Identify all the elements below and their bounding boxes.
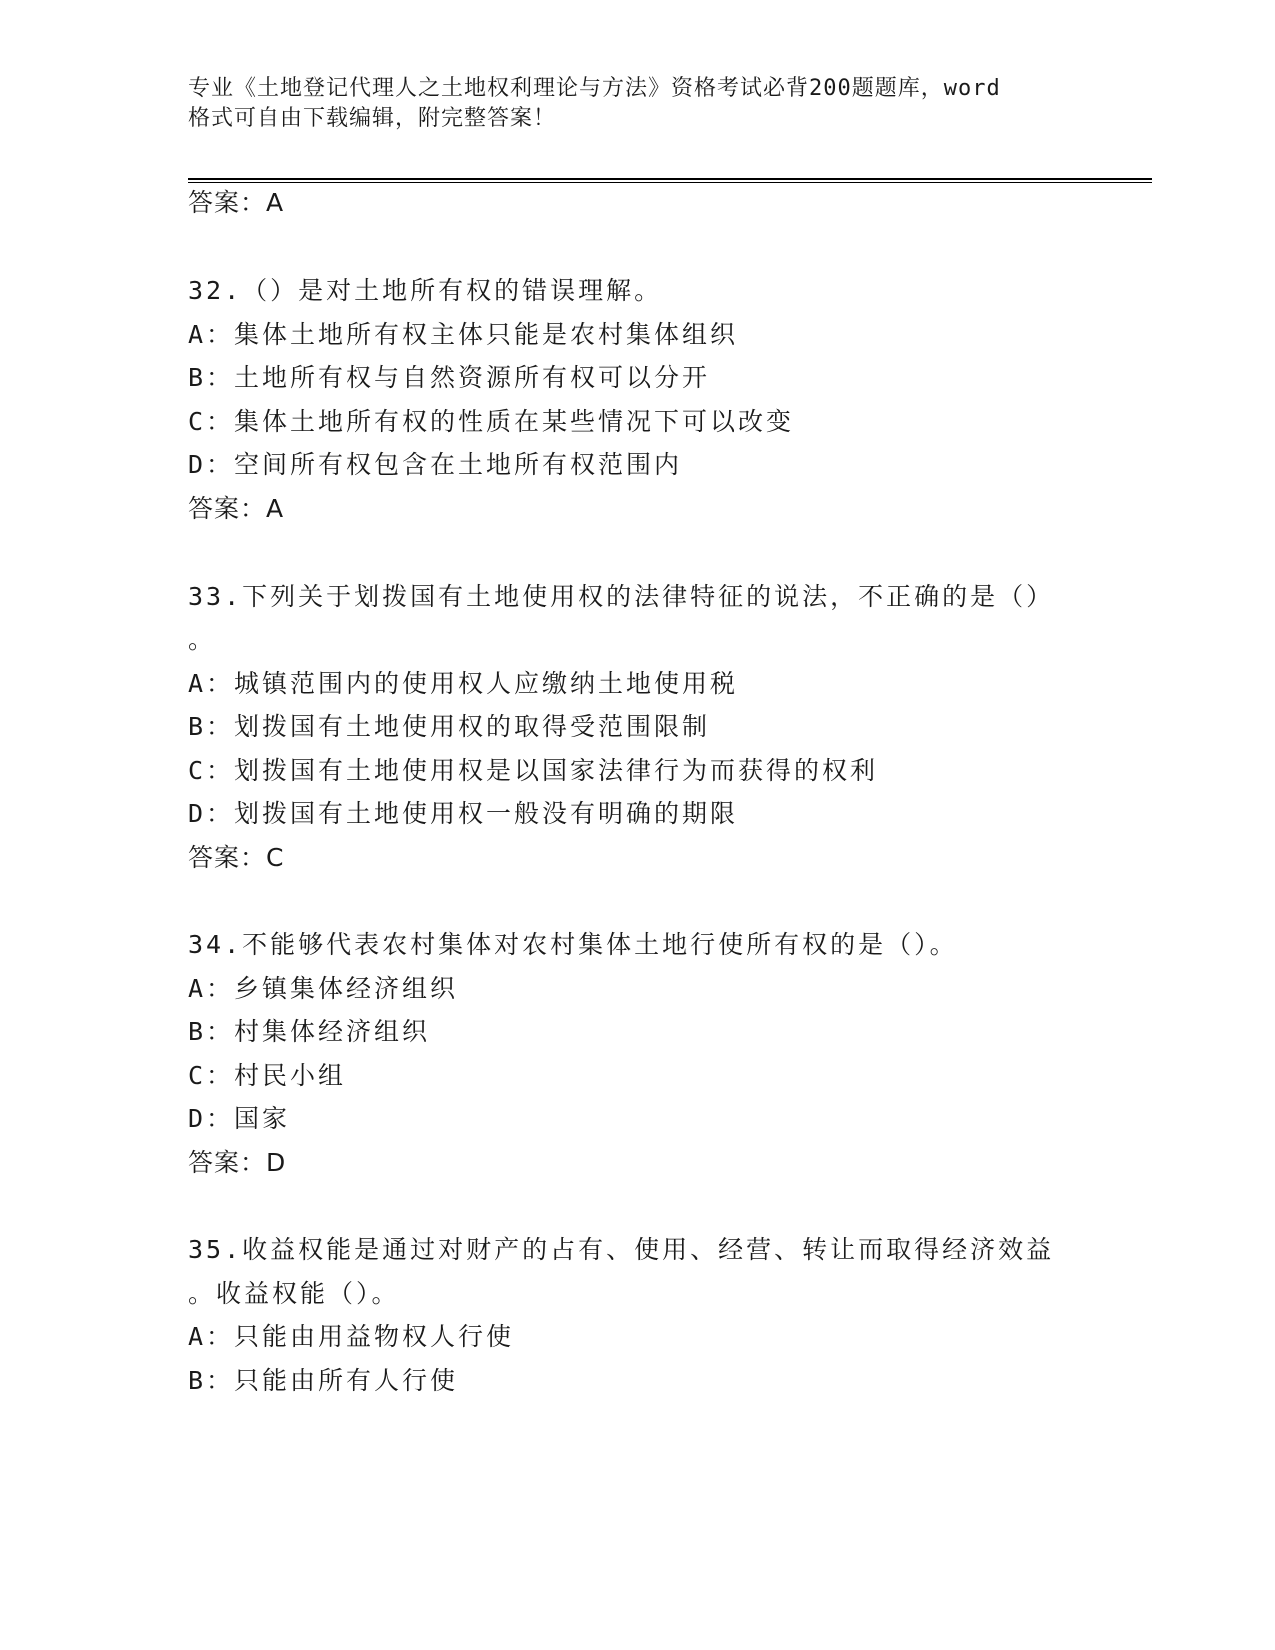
answer-34: 答案：D	[188, 1148, 287, 1177]
q33-option-b: B：划拨国有土地使用权的取得受范围限制	[188, 712, 711, 741]
q32-option-d: D：空间所有权包含在土地所有权范围内	[188, 450, 683, 479]
question-32: 32.（）是对土地所有权的错误理解。	[188, 276, 663, 305]
header-title-line-2: 格式可自由下载编辑，附完整答案！	[188, 106, 557, 131]
q35-option-b: B：只能由所有人行使	[188, 1366, 459, 1395]
header-divider	[188, 178, 1152, 183]
q32-option-b: B：土地所有权与自然资源所有权可以分开	[188, 363, 711, 392]
q32-option-c: C：集体土地所有权的性质在某些情况下可以改变	[188, 407, 795, 436]
q34-option-a: A：乡镇集体经济组织	[188, 974, 459, 1003]
q34-option-c: C：村民小组	[188, 1061, 347, 1090]
header-title-line-1: 专业《土地登记代理人之土地权利理论与方法》资格考试必背200题题库，word	[188, 76, 1001, 101]
question-35-line-1: 35.收益权能是通过对财产的占有、使用、经营、转让而取得经济效益	[188, 1235, 1055, 1264]
answer-33: 答案：C	[188, 843, 285, 872]
question-33-line-1: 33.下列关于划拨国有土地使用权的法律特征的说法，不正确的是（）	[188, 582, 1055, 611]
q35-option-a: A：只能由用益物权人行使	[188, 1322, 515, 1351]
q34-option-d: D：国家	[188, 1104, 291, 1133]
answer-32: 答案：A	[188, 494, 285, 523]
q33-option-d: D：划拨国有土地使用权一般没有明确的期限	[188, 799, 739, 828]
q33-option-c: C：划拨国有土地使用权是以国家法律行为而获得的权利	[188, 756, 879, 785]
question-34: 34.不能够代表农村集体对农村集体土地行使所有权的是（）。	[188, 930, 958, 959]
q32-option-a: A：集体土地所有权主体只能是农村集体组织	[188, 320, 739, 349]
q33-option-a: A：城镇范围内的使用权人应缴纳土地使用税	[188, 669, 739, 698]
q34-option-b: B：村集体经济组织	[188, 1017, 431, 1046]
question-33-line-2: 。	[188, 625, 217, 654]
answer-31: 答案：A	[188, 188, 285, 217]
question-35-line-2: 。收益权能（）。	[188, 1279, 400, 1308]
page-header	[188, 74, 1088, 134]
